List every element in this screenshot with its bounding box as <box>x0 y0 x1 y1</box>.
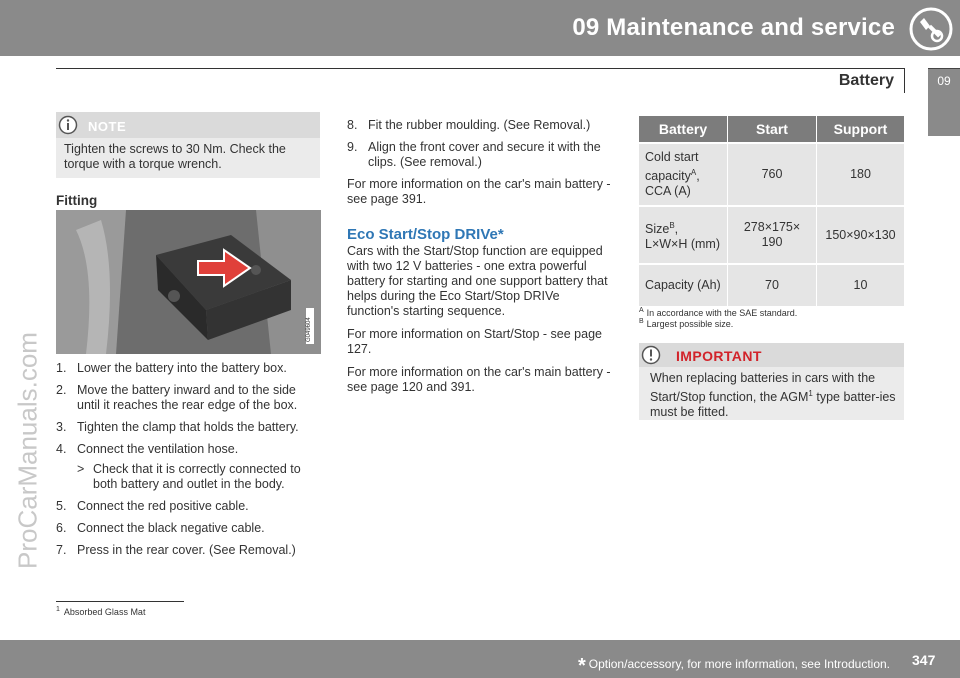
section-title: Battery <box>838 72 894 89</box>
table-row <box>639 206 904 264</box>
table-cell: 278×175× 190 <box>728 206 817 264</box>
footer-note: * Option/accessory, for more information, see Introduction. <box>577 655 890 677</box>
page-number: 347 <box>912 652 936 668</box>
table-cell: 150×90×130 <box>817 206 905 264</box>
list-item: 8. Fit the rubber moulding. (See Removal.) <box>347 118 591 132</box>
table-row <box>639 264 904 306</box>
table-cell: 180 <box>817 143 905 206</box>
list-item: 7. Press in the rear cover. (See Removal.) <box>56 543 296 557</box>
table-cell: Capacity (Ah) <box>639 264 728 306</box>
photo-code: G049604 <box>306 317 312 342</box>
table-header-row <box>639 116 904 143</box>
arrow-icon <box>196 248 252 288</box>
table-header: Battery <box>639 116 728 143</box>
main-battery-ref-2: For more information on the car's main battery - see page 120 and 391. <box>347 365 611 394</box>
battery-table <box>639 116 904 306</box>
list-item: 2. Move the battery inward and to the side until it reaches the rear edge of the box. <box>56 383 298 412</box>
chapter-tab-number: 09 <box>937 74 951 88</box>
list-item: 3. Tighten the clamp that holds the battery. <box>56 420 299 434</box>
info-icon <box>58 115 78 135</box>
chapter-title: 09 Maintenance and service <box>572 14 895 41</box>
middle-column <box>347 118 615 395</box>
footnote-rule <box>56 601 184 602</box>
note-label: NOTE <box>88 119 127 134</box>
fitting-steps <box>56 361 318 565</box>
table-cell: Cold start capacity$^A$, CCA (A) <box>639 143 728 206</box>
table-header: Support <box>817 116 905 143</box>
table-cell: Size$^B$, L×W×H (mm) <box>639 206 728 264</box>
table-header: Start <box>728 116 817 143</box>
list-item: 6. Connect the black negative cable. <box>56 521 265 535</box>
footnote: $^1$ Absorbed Glass Mat <box>56 606 146 617</box>
section-title-frame <box>56 68 905 93</box>
warning-icon <box>641 345 661 365</box>
eco-paragraph: Cars with the Start/Stop function are equipped with two 12 V batteries - one extra powerful battery for starting and one support battery that helps during the Eco Start/Stop DRIVe function's starting sequence. <box>347 244 608 318</box>
list-item: 9. Align the front cover and secure it with the clips. (See removal.) <box>347 140 601 169</box>
chapter-tab-rule <box>928 68 960 69</box>
list-item: 5. Connect the red positive cable. <box>56 499 249 513</box>
watermark-text: ProCarManuals.com <box>12 332 43 569</box>
list-item: 4. Connect the ventilation hose. > Check that it is correctly connected to both battery and outlet in the body. <box>56 442 318 492</box>
battery-photo <box>56 210 321 354</box>
note-text: Tighten the screws to 30 Nm. Check the torque with a torque wrench. <box>64 142 286 171</box>
table-cell: 70 <box>728 264 817 306</box>
table-cell: 760 <box>728 143 817 206</box>
wrench-gear-icon <box>906 4 956 54</box>
table-footnote-a: $^A$ In accordance with the SAE standard. <box>639 307 798 318</box>
list-item: 1. Lower the battery into the battery box. <box>56 361 287 375</box>
table-footnote-b: $^B$ Largest possible size. <box>639 318 734 329</box>
sub-step: > Check that it is correctly connected to both battery and outlet in the body. <box>77 462 301 491</box>
main-battery-ref: For more information on the car's main battery - see page 391. <box>347 177 611 206</box>
battery-photo-illustration <box>56 210 321 354</box>
important-text: When replacing batteries in cars with the Start/Stop function, the AGM$^1$ type batter-ies must be fitted. <box>650 371 896 420</box>
table-row <box>639 143 904 206</box>
table-cell: 10 <box>817 264 905 306</box>
fitting-heading: Fitting <box>56 193 98 208</box>
watermark <box>8 230 48 670</box>
eco-heading: Eco Start/Stop DRIVe* <box>347 226 504 243</box>
important-label: IMPORTANT <box>676 348 762 364</box>
start-stop-ref: For more information on Start/Stop - see page 127. <box>347 327 602 356</box>
